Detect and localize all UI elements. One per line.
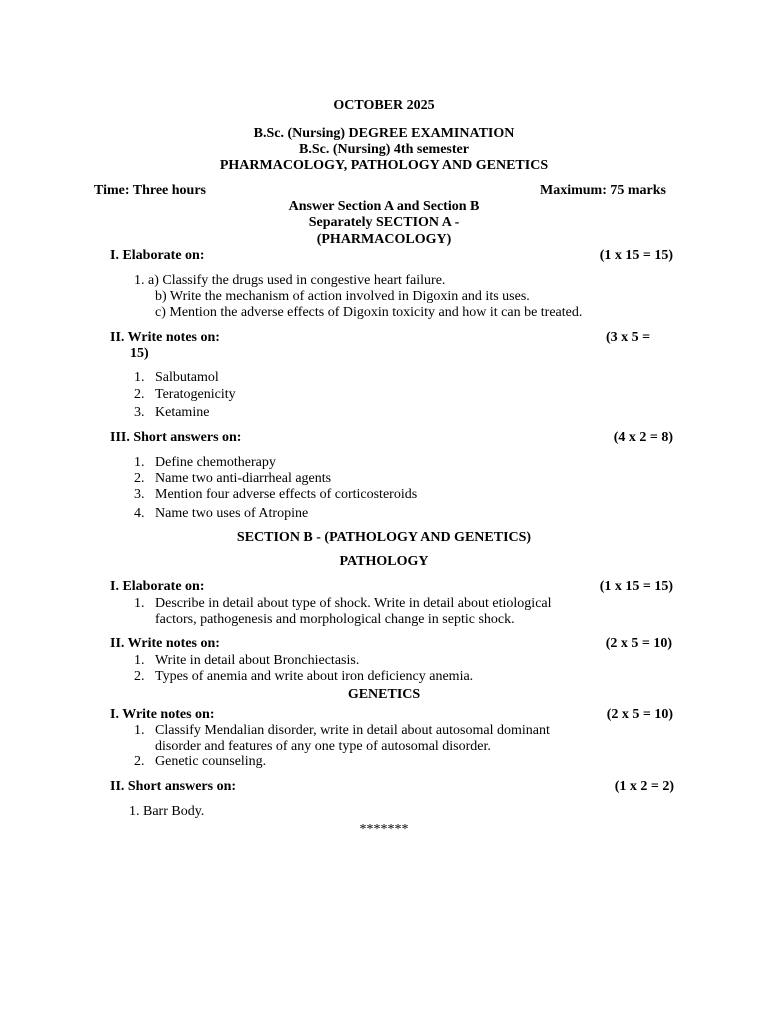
exam-semester: B.Sc. (Nursing) 4th semester: [299, 142, 469, 157]
instruction-line-1: Answer Section A and Section B: [288, 199, 480, 214]
list-item-number: 1.: [134, 653, 145, 668]
genetics-short-item: 1. Barr Body.: [129, 804, 205, 819]
pathology-elaborate-title: I. Elaborate on:: [110, 579, 205, 594]
list-item-number: 3.: [134, 487, 145, 502]
list-item-number: 1.: [134, 723, 145, 738]
list-item: Mention four adverse effects of corticosteroids: [155, 487, 418, 502]
list-item: Define chemotherapy: [155, 455, 276, 470]
list-item-number: 2.: [134, 471, 145, 486]
exam-max-marks: Maximum: 75 marks: [540, 183, 666, 198]
pathology-notes-marks: (2 x 5 = 10): [605, 636, 672, 651]
genetics-q1-line1: Classify Mendalian disorder, write in detail about autosomal dominant: [155, 723, 550, 738]
list-item-number: 3.: [134, 405, 145, 420]
section-b-title: SECTION B - (PATHOLOGY AND GENETICS): [236, 530, 532, 545]
list-item-number: 2.: [134, 669, 145, 684]
list-item-number: 1.: [134, 455, 145, 470]
list-item-number: 2.: [134, 754, 145, 769]
section-a-notes-title: II. Write notes on:: [110, 330, 220, 345]
genetics-notes-marks: (2 x 5 = 10): [606, 707, 673, 722]
exam-subject: PHARMACOLOGY, PATHOLOGY AND GENETICS: [219, 158, 549, 173]
section-a-notes-marks-wrap: 15): [130, 346, 149, 361]
section-a-q1b: b) Write the mechanism of action involved in Digoxin and its uses.: [155, 289, 530, 304]
genetics-short-marks: (1 x 2 = 2): [614, 779, 674, 794]
list-item-number: 2.: [134, 387, 145, 402]
instruction-line-3: (PHARMACOLOGY): [316, 232, 452, 247]
pathology-q1-line1: Describe in detail about type of shock. Write in detail about etiological: [155, 596, 552, 611]
genetics-notes-title: I. Write notes on:: [110, 707, 215, 722]
section-a-q1c: c) Mention the adverse effects of Digoxin toxicity and how it can be treated.: [155, 305, 583, 320]
end-marker: *******: [359, 822, 409, 837]
exam-time: Time: Three hours: [94, 183, 207, 198]
section-a-elaborate-title: I. Elaborate on:: [110, 248, 205, 263]
pathology-elaborate-marks: (1 x 15 = 15): [599, 579, 673, 594]
pathology-title: PATHOLOGY: [339, 554, 429, 569]
list-item: Types of anemia and write about iron deficiency anemia.: [155, 669, 474, 684]
list-item: Name two uses of Atropine: [155, 506, 309, 521]
pathology-q1-line2: factors, pathogenesis and morphological change in septic shock.: [155, 612, 515, 627]
section-a-q1a: 1. a) Classify the drugs used in congestive heart failure.: [134, 273, 446, 288]
pathology-notes-title: II. Write notes on:: [110, 636, 220, 651]
exam-title: B.Sc. (Nursing) DEGREE EXAMINATION: [253, 126, 515, 141]
genetics-q1-line2: disorder and features of any one type of autosomal disorder.: [155, 739, 491, 754]
list-item-number: 1.: [134, 370, 145, 385]
section-a-elaborate-marks: (1 x 15 = 15): [599, 248, 673, 263]
section-a-short-marks: (4 x 2 = 8): [613, 430, 673, 445]
list-item-number: 4.: [134, 506, 145, 521]
exam-date: OCTOBER 2025: [333, 98, 435, 113]
genetics-title: GENETICS: [347, 687, 421, 702]
list-item: Teratogenicity: [155, 387, 236, 402]
instruction-line-2: Separately SECTION A -: [308, 215, 460, 230]
genetics-short-title: II. Short answers on:: [110, 779, 237, 794]
list-item: Salbutamol: [155, 370, 219, 385]
genetics-q2: Genetic counseling.: [155, 754, 267, 769]
list-item-number: 1.: [134, 596, 145, 611]
list-item: Write in detail about Bronchiectasis.: [155, 653, 360, 668]
list-item: Ketamine: [155, 405, 210, 420]
section-a-short-title: III. Short answers on:: [110, 430, 242, 445]
section-a-notes-marks: (3 x 5 =: [606, 330, 651, 345]
list-item: Name two anti-diarrheal agents: [155, 471, 332, 486]
